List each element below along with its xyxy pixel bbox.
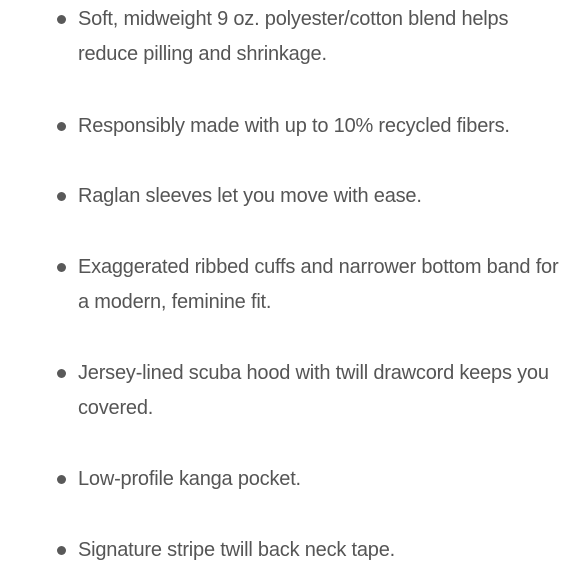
bullet-icon — [57, 369, 66, 378]
feature-text: Soft, midweight 9 oz. polyester/cotton blend helps reduce pilling and shrinkage. — [78, 8, 509, 65]
feature-text: Exaggerated ribbed cuffs and narrower bottom band for a modern, feminine fit. — [78, 256, 559, 313]
bullet-icon — [57, 475, 66, 484]
feature-text: Low-profile kanga pocket. — [78, 468, 301, 490]
feature-item-fabric — [78, 2, 568, 72]
bullet-icon — [57, 263, 66, 272]
bullet-icon — [57, 15, 66, 24]
feature-item-pocket — [78, 462, 568, 497]
bullet-icon — [57, 192, 66, 201]
feature-item-cuffs — [78, 250, 568, 320]
feature-item-hood — [78, 356, 568, 426]
feature-item-sleeves — [78, 179, 568, 214]
bullet-icon — [57, 122, 66, 131]
feature-text: Responsibly made with up to 10% recycled fibers. — [78, 115, 510, 137]
bullet-icon — [57, 546, 66, 555]
feature-text: Raglan sleeves let you move with ease. — [78, 185, 422, 207]
feature-item-neck-tape — [78, 533, 568, 568]
feature-text: Jersey-lined scuba hood with twill drawcord keeps you covered. — [78, 362, 549, 419]
feature-text: Signature stripe twill back neck tape. — [78, 539, 396, 561]
feature-item-recycled — [78, 109, 568, 144]
